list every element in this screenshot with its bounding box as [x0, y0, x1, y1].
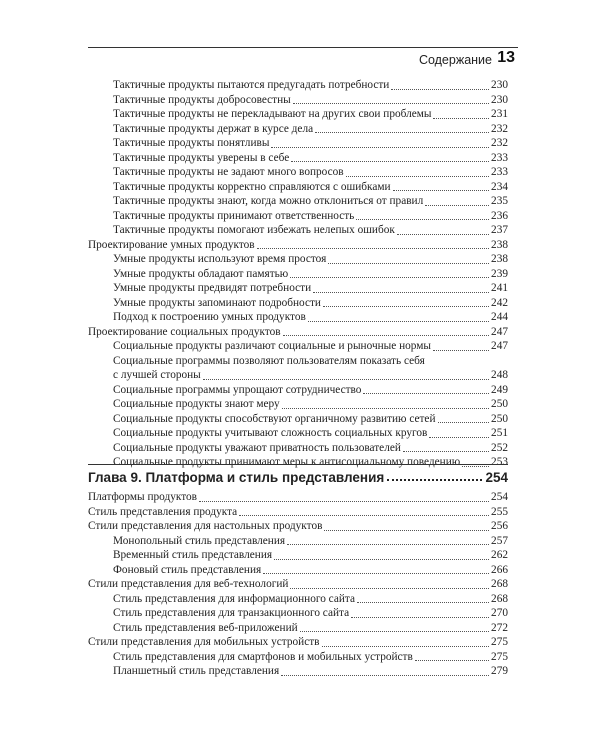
toc-entry — [88, 455, 508, 470]
toc-entry — [88, 325, 508, 340]
toc-entry-title: Временный стиль представления — [113, 549, 273, 561]
toc-leader-dots — [328, 263, 489, 264]
toc-entry-page: 232 — [491, 137, 508, 149]
toc-entry — [88, 412, 508, 427]
toc-entry-title: Тактичные продукты помогают избежать нелепых ошибок — [113, 224, 395, 236]
toc-entry-title: Социальные продукты уважают приватность пользователей — [113, 441, 401, 454]
toc-leader-dots — [462, 466, 489, 467]
toc-leader-dots — [425, 205, 489, 206]
toc-entry — [88, 563, 508, 578]
toc-entry-page: 238 — [491, 253, 508, 265]
toc-entry — [88, 606, 508, 621]
toc-entry — [88, 136, 508, 151]
toc-entry-page: 253 — [491, 456, 508, 468]
toc-entry-title: Платформы продуктов — [88, 491, 197, 503]
toc-entry-page: 239 — [491, 267, 508, 280]
toc-entry-page: 255 — [491, 505, 508, 518]
toc-entry-title: Умные продукты предвидят потребности — [113, 282, 312, 294]
toc-entry — [88, 490, 508, 505]
toc-leader-dots — [283, 335, 489, 336]
chapter-title: Глава 9. Платформа и стиль представления — [88, 470, 385, 485]
toc-entry — [88, 252, 508, 267]
toc-leader-dots — [291, 161, 489, 162]
toc-entry-page: 270 — [491, 607, 508, 619]
toc-entry-page: 235 — [491, 195, 508, 207]
toc-entry — [88, 238, 508, 253]
chapter-page: 254 — [485, 470, 508, 485]
toc-entry-page: 237 — [491, 224, 508, 236]
toc-entry-title: Стиль представления продукта — [88, 505, 238, 518]
toc-entry — [88, 426, 508, 441]
toc-entry-title: Тактичные продукты пытаются предугадать потребности — [113, 79, 390, 91]
toc-entry — [88, 397, 508, 412]
toc-leader-dots — [293, 103, 489, 104]
toc-entry-title: Умные продукты используют время простоя — [113, 253, 327, 265]
toc-entry-title: Тактичные продукты уверены в себе — [113, 151, 290, 164]
toc-entry-page: 234 — [491, 180, 508, 193]
toc-entry — [88, 151, 508, 166]
toc-entry — [88, 267, 508, 282]
toc-entry-title: Социальные продукты учитывают сложность социальных кругов — [113, 427, 428, 439]
header-rule — [88, 47, 518, 48]
toc-entry — [88, 339, 508, 354]
toc-leader-dots — [308, 321, 489, 322]
toc-two-line-entry — [88, 354, 508, 383]
toc-entry — [88, 548, 508, 563]
toc-leader-dots — [281, 675, 489, 676]
toc-leader-dots — [438, 422, 490, 423]
toc-leader-dots — [351, 617, 489, 618]
toc-leader-dots — [433, 118, 489, 119]
toc-entry-page: 275 — [491, 650, 508, 663]
toc-entry-title: Стили представления для мобильных устройств — [88, 636, 320, 648]
toc-entry-title: Стили представления для настольных продуктов — [88, 520, 323, 532]
toc-entry — [88, 441, 508, 456]
chapter-top-rule — [88, 464, 508, 465]
toc-entry — [88, 296, 508, 311]
toc-entry-page: 232 — [491, 122, 508, 135]
toc-entry-title: Умные продукты обладают памятью — [113, 267, 289, 280]
toc-entry — [88, 577, 508, 592]
toc-entry — [88, 122, 508, 137]
toc-entry — [88, 209, 508, 224]
toc-leader-dots — [203, 379, 489, 380]
toc-leader-dots — [429, 437, 489, 438]
toc-entry-title: Социальные продукты способствуют органичному развитию сетей — [113, 412, 436, 425]
toc-entry-title: Стиль представления веб-приложений — [113, 621, 298, 634]
toc-entry-page: 238 — [491, 238, 508, 251]
toc-entry-page: 250 — [491, 412, 508, 425]
toc-entry — [88, 519, 508, 534]
toc-entry-page: 254 — [491, 491, 508, 503]
toc-leader-dots — [433, 350, 489, 351]
toc-entry-title: Подход к построению умных продуктов — [113, 311, 306, 323]
toc-section-mid — [88, 383, 508, 470]
toc-leader-dots — [363, 393, 489, 394]
chapter-leader-dots — [387, 479, 482, 481]
toc-entry-page: 241 — [491, 282, 508, 294]
toc-entry — [88, 180, 508, 195]
toc-entry-title: Планшетный стиль представления — [113, 665, 280, 677]
toc-leader-dots — [356, 219, 489, 220]
toc-leader-dots — [393, 190, 490, 191]
toc-leader-dots — [403, 451, 489, 452]
toc-entry-page: 266 — [491, 563, 508, 576]
toc-entry-title: Умные продукты запоминают подробности — [113, 296, 321, 309]
toc-entry-page: 247 — [491, 325, 508, 338]
toc-entry — [88, 281, 508, 296]
toc-entry-title: Стиль представления для смартфонов и мобильных устройств — [113, 650, 413, 663]
toc-leader-dots — [274, 559, 489, 560]
toc-leader-dots — [290, 277, 489, 278]
toc-leader-dots — [239, 515, 489, 516]
toc-leader-dots — [315, 132, 489, 133]
toc-entry-title-line1: Социальные программы позволяют пользователям показать себя — [113, 354, 425, 367]
toc-section-bottom — [88, 490, 508, 679]
toc-entry — [88, 107, 508, 122]
toc-entry — [88, 78, 508, 93]
toc-leader-dots — [290, 588, 489, 589]
toc-entry-title: Тактичные продукты понятливы — [113, 137, 270, 149]
toc-leader-dots — [282, 408, 489, 409]
toc-entry-title: Проектирование социальных продуктов — [88, 325, 281, 338]
toc-entry-title: Тактичные продукты держат в курсе дела — [113, 122, 314, 135]
toc-entry-page: 279 — [491, 665, 508, 677]
toc-entry-title: Тактичные продукты не перекладывают на других свои проблемы — [113, 108, 432, 120]
toc-leader-dots — [313, 292, 489, 293]
toc-entry-page: 251 — [491, 427, 508, 439]
toc-leader-dots — [415, 660, 489, 661]
toc-entry-page: 268 — [491, 592, 508, 605]
toc-leader-dots — [263, 573, 489, 574]
toc-entry — [88, 534, 508, 549]
toc-entry-page: 268 — [491, 578, 508, 590]
toc-entry-title: Тактичные продукты добросовестны — [113, 93, 291, 106]
toc-entry-title: Монопольный стиль представления — [113, 534, 286, 547]
toc-entry-title: Тактичные продукты знают, когда можно отклониться от правил — [113, 195, 424, 207]
toc-entry-page: 252 — [491, 441, 508, 454]
toc-leader-dots — [346, 176, 489, 177]
toc-entry — [88, 223, 508, 238]
toc-entry-title: Тактичные продукты корректно справляются с ошибками — [113, 180, 391, 193]
toc-entry — [88, 621, 508, 636]
toc-leader-dots — [287, 544, 489, 545]
toc-entry-title: Тактичные продукты принимают ответственность — [113, 209, 355, 222]
toc-section-top — [88, 78, 508, 354]
toc-entry-title: Стиль представления для информационного сайта — [113, 592, 355, 605]
page-number: 13 — [497, 49, 515, 66]
toc-entry — [88, 650, 508, 665]
toc-entry — [88, 383, 508, 398]
toc-entry-title: Стили представления для веб-технологий — [88, 578, 289, 590]
toc-entry-page: 231 — [491, 108, 508, 120]
toc-leader-dots — [322, 646, 490, 647]
toc-entry-title: Проектирование умных продуктов — [88, 238, 255, 251]
toc-entry — [88, 354, 508, 383]
toc-leader-dots — [257, 248, 489, 249]
toc-entry-title-line2: с лучшей стороны — [113, 369, 201, 381]
toc-entry-page: 275 — [491, 636, 508, 648]
toc-entry-title: Социальные программы упрощают сотрудничество — [113, 383, 362, 396]
toc-entry — [88, 165, 508, 180]
toc-entry-page: 233 — [491, 151, 508, 164]
toc-entry-title: Социальные продукты принимают меры к антисоциальному поведению — [113, 456, 461, 468]
toc-entry-title: Тактичные продукты не задают много вопросов — [113, 166, 344, 178]
toc-leader-dots — [271, 147, 489, 148]
toc-entry — [88, 505, 508, 520]
toc-entry — [88, 664, 508, 679]
toc-leader-dots — [357, 602, 489, 603]
toc-leader-dots — [391, 89, 489, 90]
running-head: Содержание — [418, 53, 492, 67]
toc-entry — [88, 93, 508, 108]
toc-leader-dots — [397, 234, 489, 235]
chapter-heading — [88, 470, 508, 485]
toc-entry-page: 242 — [491, 296, 508, 309]
toc-entry-page: 257 — [491, 534, 508, 547]
toc-leader-dots — [199, 501, 489, 502]
toc-leader-dots — [300, 631, 489, 632]
toc-entry-title: Социальные продукты знают меру — [113, 398, 280, 410]
toc-entry-page: 262 — [491, 549, 508, 561]
toc-leader-dots — [324, 530, 489, 531]
toc-entry-page: 272 — [491, 621, 508, 634]
toc-entry — [88, 635, 508, 650]
toc-entry-page: 236 — [491, 209, 508, 222]
toc-entry — [88, 194, 508, 209]
toc-entry-page: 247 — [491, 340, 508, 352]
toc-entry — [88, 310, 508, 325]
toc-entry-page: 244 — [491, 311, 508, 323]
toc-entry-page: 250 — [491, 398, 508, 410]
toc-entry — [88, 592, 508, 607]
toc-entry-page: 249 — [491, 383, 508, 396]
toc-entry-title: Социальные продукты различают социальные и рыночные нормы — [113, 340, 432, 352]
toc-entry-page: 233 — [491, 166, 508, 178]
toc-entry-page: 248 — [491, 369, 508, 381]
toc-entry-title: Стиль представления для транзакционного сайта — [113, 607, 350, 619]
toc-entry-title: Фоновый стиль представления — [113, 563, 262, 576]
toc-entry-page: 256 — [491, 520, 508, 532]
toc-entry-page: 230 — [491, 79, 508, 91]
toc-entry-page: 230 — [491, 93, 508, 106]
toc-leader-dots — [323, 306, 489, 307]
